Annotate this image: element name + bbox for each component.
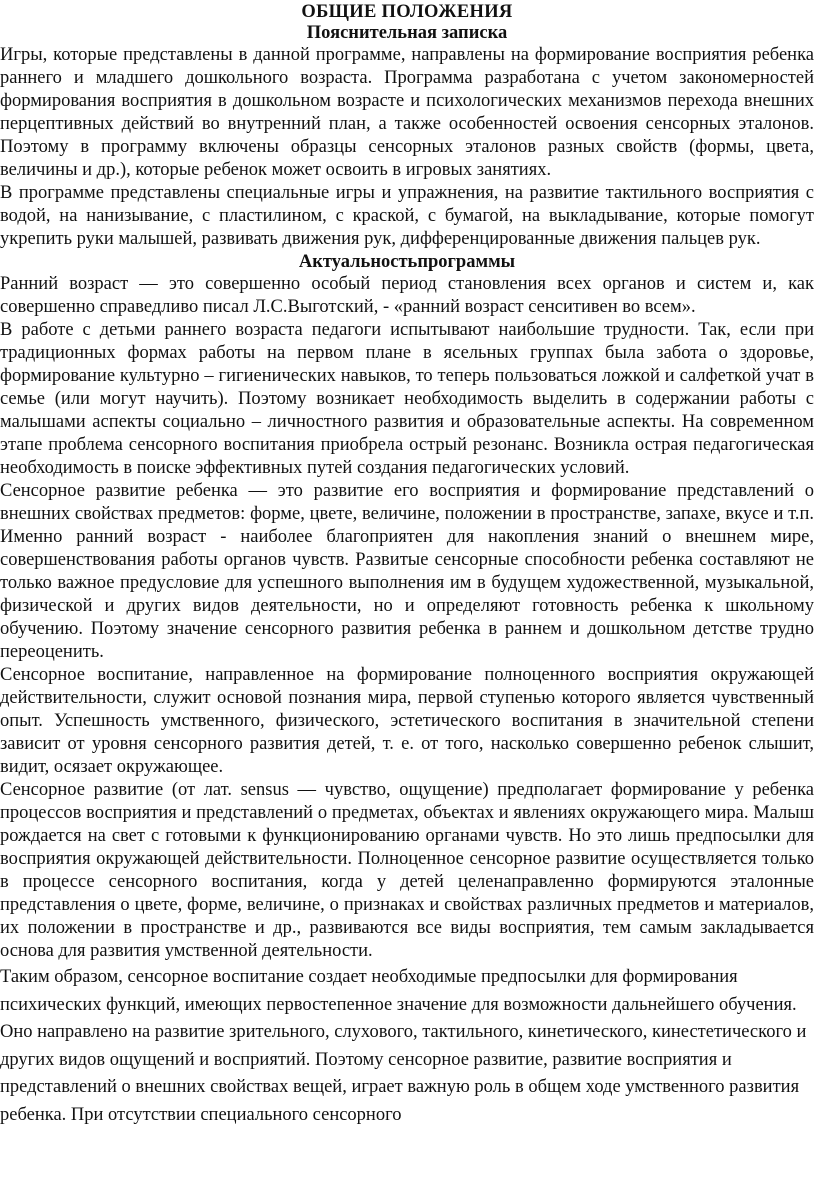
intro-paragraph: В программе представлены специальные игры и упражнения, на развитие тактильного восприятия с водой, на нанизывание, с пластилином, с краской, с бумагой, на выкладывание, которые помогут укрепить руки малышей, развивать движения рук, дифференцированные движения пальцев рук. (0, 183, 814, 249)
body-paragraph: Сенсорное развитие (от лат. sensus — чувство, ощущение) предполагает формирование у ребенка процессов восприятия и представлений о предметах, объектах и явлениях окружающего мира. Малыш рождается на свет с готовыми к функционированию органами чувств. Но это лишь предпосылки для восприятия окружающей действительности. Полноценное сенсорное развитие осуществляется только в процессе сенсорного воспитания, когда у детей целенаправленно формируются эталонные представления о цвете, форме, величине, о признаках и свойствах различных предметов и материалов, их положении в пространстве и др., развиваются все виды восприятия, тем самым закладывается основа для развития умственной деятельности. (0, 780, 814, 961)
body-paragraph: Сенсорное воспитание, направленное на формирование полноценного восприятия окружающей действительности, служит основой познания мира, первой ступенью которого является чувственный опыт. Успешность умственного, физического, эстетического воспитания в значительной степени зависит от уровня сенсорного развития детей, т. е. от того, насколько совершенно ребенок слышит, видит, осязает окружающее. (0, 665, 814, 777)
document-title: ОБЩИЕ ПОЛОЖЕНИЯ (301, 2, 513, 22)
body-paragraph: В работе с детьми раннего возраста педагоги испытывают наибольшие трудности. Так, если при традиционных формах работы на первом плане в ясельных группах была забота о здоровье, формирование культурно – гигиенических навыков, то теперь пользоваться ложкой и салфеткой учат в семье (или могут научить). Поэтому возникает необходимость выделить в содержании работы с малышами аспекты социально – личностного развития и образовательные аспекты. На современном этапе проблема сенсорного воспитания приобрела острый резонанс. Возникла острая педагогическая необходимость в поиске эффективных путей создания педагогических условий. (0, 320, 814, 478)
body-paragraph: Сенсорное развитие ребенка — это развитие его восприятия и формирование представлений о внешних свойствах предметов: форме, цвете, величине, положении в пространстве, запахе, вкусе и т.п. Именно ранний возраст - наиболее благоприятен для накопления знаний о внешнем мире, совершенствования работы органов чувств. Развитые сенсорные способности ребенка составляют не только важное предусловие для успешного выполнения им в будущем художественной, музыкальной, физической и других видов деятельности, но и определяют готовность ребенка к школьному обучению. Поэтому значение сенсорного развития ребенка в раннем и дошкольном детстве трудно переоценить. (0, 481, 814, 662)
section-heading: Актуальностьпрограммы (298, 252, 516, 272)
body-paragraph: Ранний возраст — это совершенно особый период становления всех органов и систем и, как совершенно справедливо писал Л.С.Выготский, - «ранний возраст сенситивен во всем». (0, 274, 814, 317)
final-paragraph: Таким образом, сенсорное воспитание создает необходимые предпосылки для формирования психических функций, имеющих первостепенное значение для возможности дальнейшего обучения. Оно направлено на развитие зрительного, слухового, тактильного, кинетического, кинестетического и других видов ощущений и восприятий. Поэтому сенсорное развитие, развитие восприятия и представлений о внешних свойствах вещей, играет важную роль в общем ходе умственного развития ребенка. При отсутствии специального сенсорного (0, 967, 807, 1125)
intro-paragraph: Игры, которые представлены в данной программе, направлены на формирование восприятия ребенка раннего и младшего дошкольного возраста. Программа разработана с учетом закономерностей формирования восприятия в дошкольном возрасте и психологических механизмов перехода внешних перцептивных действий во внутренний план, а также особенностей освоения сенсорных эталонов. Поэтому в программу включены образцы сенсорных эталонов разных свойств (формы, цвета, величины и др.), которые ребенок может освоить в игровых занятиях. (0, 45, 814, 180)
document-subtitle: Пояснительная записка (306, 23, 508, 43)
